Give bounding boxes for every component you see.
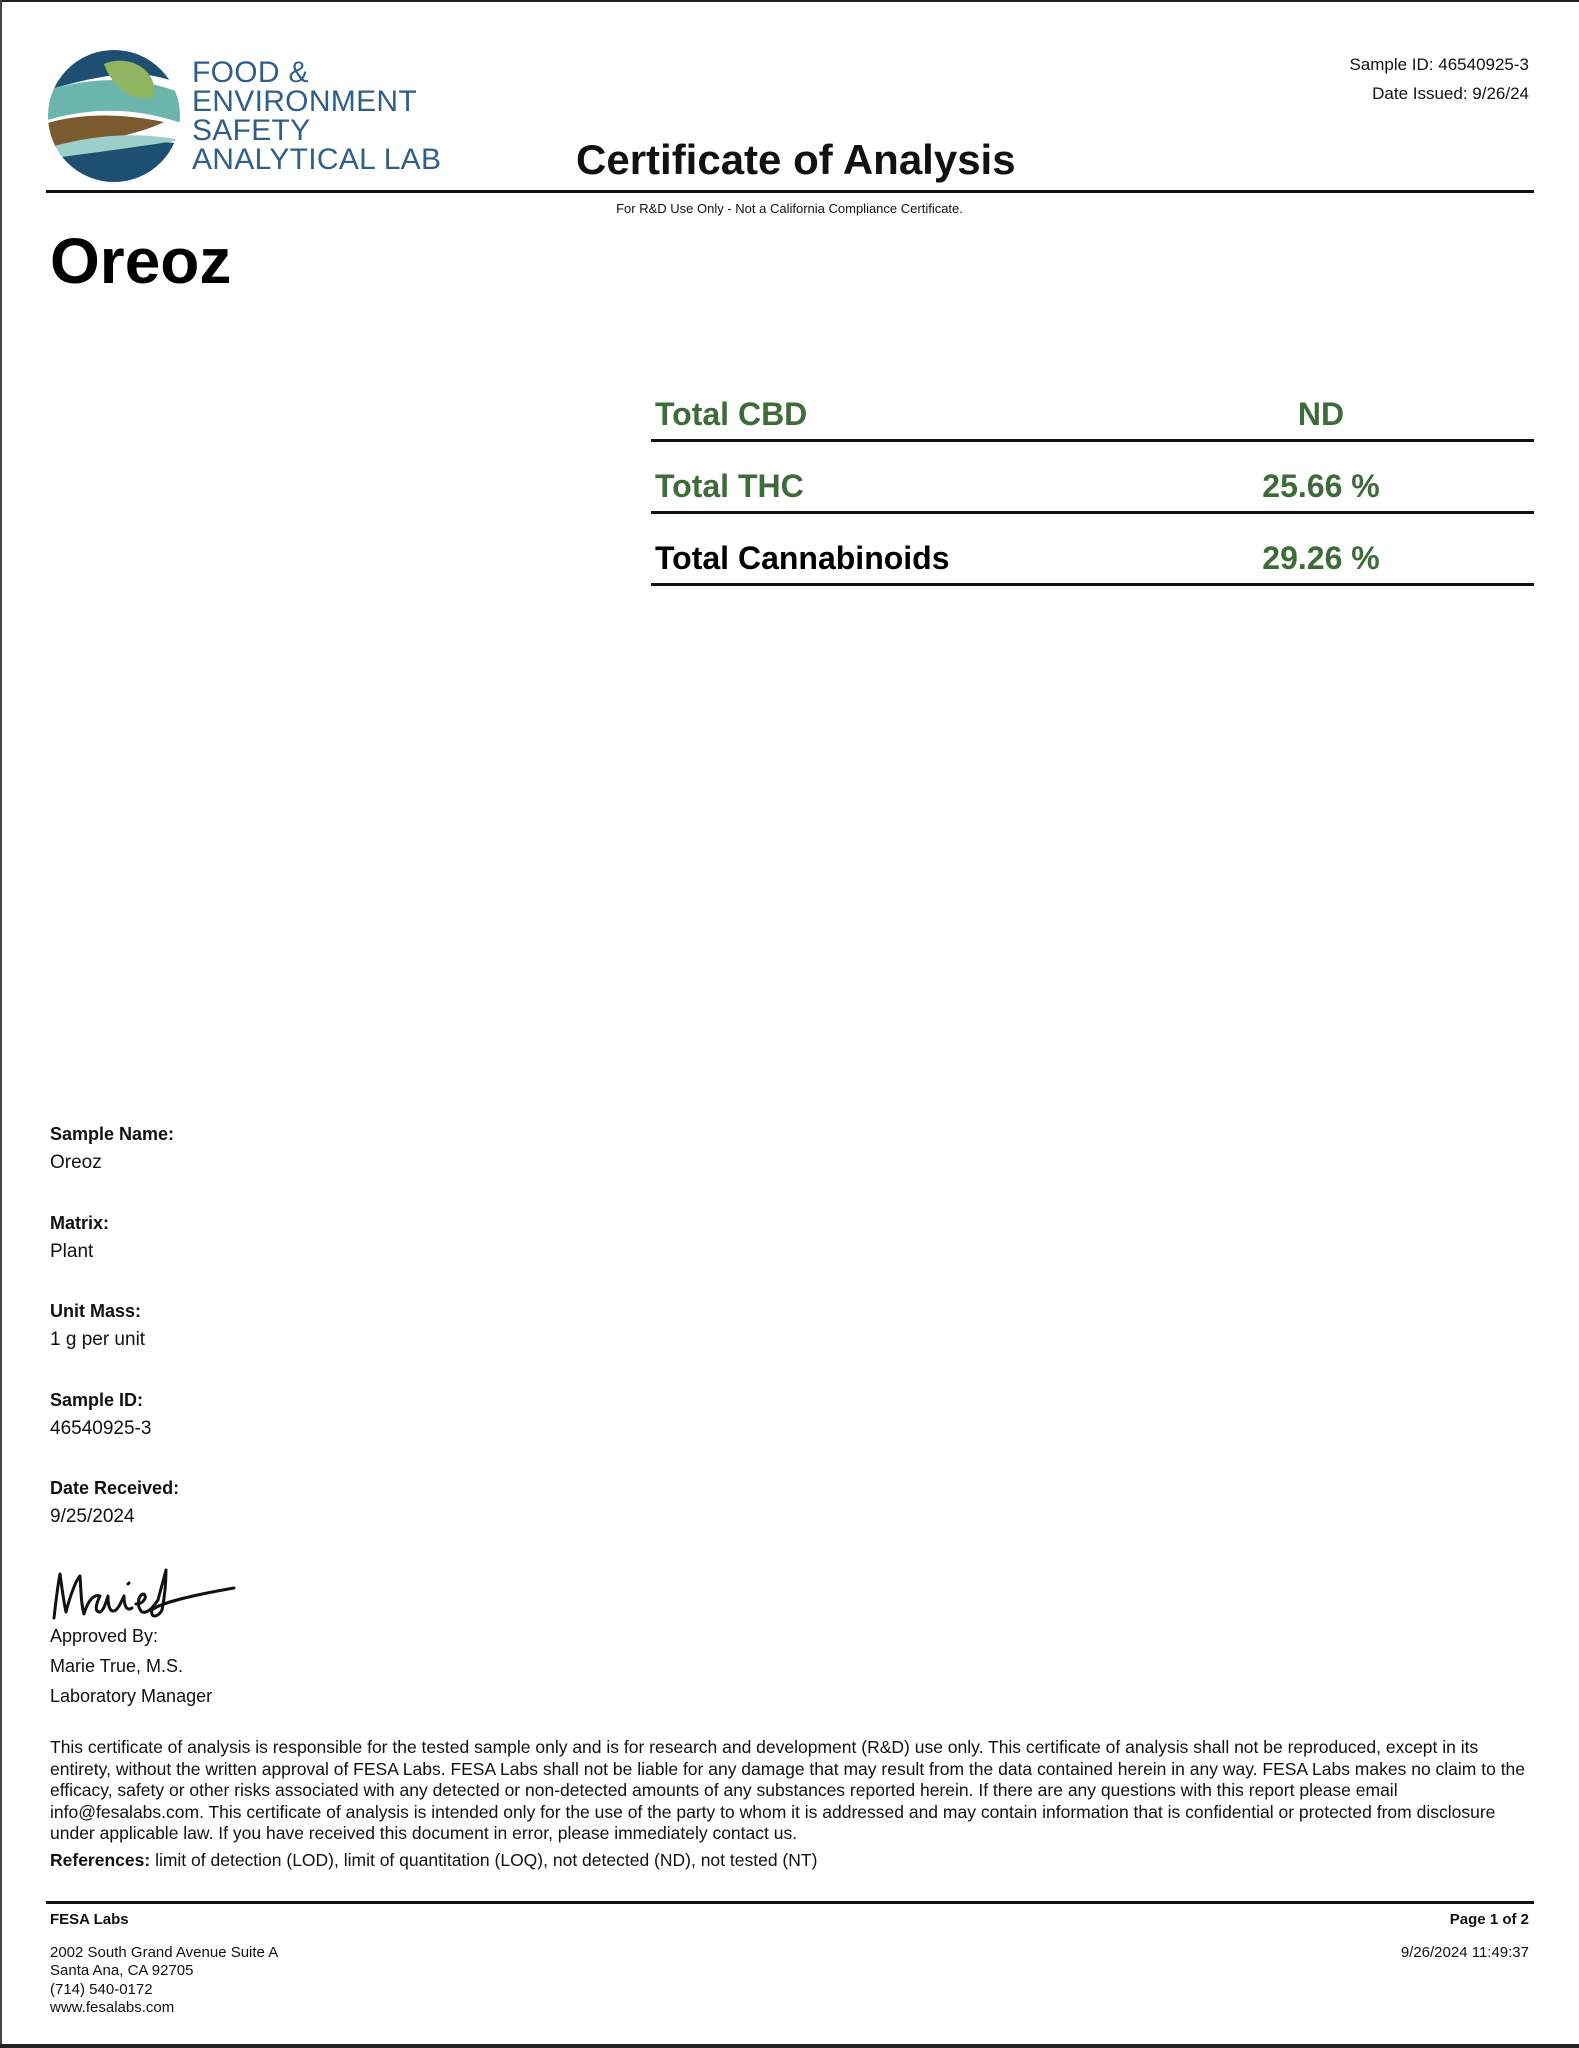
field-label: Matrix: — [50, 1212, 110, 1233]
approver-signature — [48, 1560, 238, 1626]
footer-phone: (714) 540-0172 — [50, 1980, 153, 1998]
footer-website[interactable]: www.fesalabs.com — [50, 1999, 175, 2016]
sample-info — [50, 1120, 650, 1563]
field-label: Date Received: — [50, 1478, 180, 1498]
summary-value: 25.66 % — [1262, 468, 1380, 504]
field-label: Sample Name: — [50, 1124, 175, 1144]
header-divider — [46, 190, 1534, 193]
footer-company: FESA Labs — [50, 1911, 129, 1928]
footer-address-line-1: 2002 South Grand Avenue Suite A — [50, 1943, 279, 1961]
compliance-note: For R&D Use Only - Not a California Compliance Certificate. — [616, 201, 963, 216]
header-sample-id: Sample ID: 46540925-3 — [1349, 55, 1529, 74]
header-meta — [1349, 50, 1529, 108]
field-value: 9/25/2024 — [50, 1506, 135, 1527]
field-label: Sample ID: — [50, 1389, 144, 1410]
references — [50, 1849, 1540, 1871]
approver-name: Marie True, M.S. — [50, 1656, 184, 1676]
footer-timestamp: 9/26/2024 11:49:37 — [1400, 1943, 1529, 1961]
page-number: Page 1 of 2 — [1449, 1911, 1529, 1928]
unit-mass-field — [50, 1297, 650, 1386]
logo-line: ANALYTICAL LAB — [192, 143, 442, 176]
logo-line: SAFETY — [192, 114, 311, 147]
sample-name-field — [50, 1120, 650, 1209]
disclaimer-text: This certificate of analysis is responsible for the tested sample only and is for research and development (R&D) use only. This certificate of analysis shall not be reproduced, except in its entirety, without the written approval of FESA Labs. FESA Labs shall not be liable for any damage that may result from the data contained herein in any way. FESA Labs makes no claim to the efficacy, safety or other risks associated with any detected or non-detected amounts of any substances reported herein. If there are any questions with this report please email info@fesalabs.com. This certificate of analysis is intended only for the use of the party to whom it is addressed and may contain information that is confidential or protected from disclosure under applicable law. If you have received this document in error, please immediately contact us. — [50, 1737, 1526, 1843]
approved-by-label: Approved By: — [50, 1626, 159, 1646]
matrix-field — [50, 1209, 650, 1298]
summary-row-total-thc — [651, 442, 1534, 514]
field-value: 1 g per unit — [50, 1329, 146, 1350]
logo-line: FOOD & — [192, 56, 309, 89]
logo-line: ENVIRONMENT — [192, 85, 417, 118]
summary-row-total-cbd — [651, 370, 1534, 442]
product-name: Oreoz — [50, 225, 232, 297]
field-value: 46540925-3 — [50, 1417, 152, 1439]
potency-summary-table — [651, 370, 1534, 586]
sample-id-field — [50, 1386, 650, 1475]
footer-page-info — [1401, 1911, 1529, 1962]
summary-row-total-cannabinoids — [651, 514, 1534, 586]
footer-address-line-2: Santa Ana, CA 92705 — [50, 1962, 194, 1979]
summary-value: 29.26 % — [1262, 540, 1380, 576]
approver-role: Laboratory Manager — [50, 1686, 213, 1706]
page-border-bottom — [0, 2044, 1579, 2048]
page-border-top — [0, 0, 1579, 2]
summary-label: Total THC — [655, 468, 804, 504]
field-value: Oreoz — [50, 1152, 102, 1173]
references-text: limit of detection (LOD), limit of quantitation (LOQ), not detected (ND), not tested (NT) — [150, 1850, 818, 1870]
summary-label: Total Cannabinoids — [655, 540, 950, 576]
summary-value: ND — [1297, 396, 1345, 432]
field-value: Plant — [50, 1240, 94, 1262]
footer-address — [50, 1911, 278, 2018]
references-label: References: — [50, 1850, 151, 1870]
summary-label: Total CBD — [655, 396, 808, 432]
header-date-issued: Date Issued: 9/26/24 — [1372, 84, 1529, 103]
footer-divider — [46, 1901, 1534, 1904]
date-received-field — [50, 1474, 650, 1563]
logo-wordmark — [192, 58, 441, 174]
fesa-logo-icon — [44, 46, 184, 186]
approval-block — [50, 1621, 212, 1711]
document-title: Certificate of Analysis — [576, 136, 1016, 183]
page-border-left — [0, 0, 2, 2048]
field-label: Unit Mass: — [50, 1301, 142, 1321]
